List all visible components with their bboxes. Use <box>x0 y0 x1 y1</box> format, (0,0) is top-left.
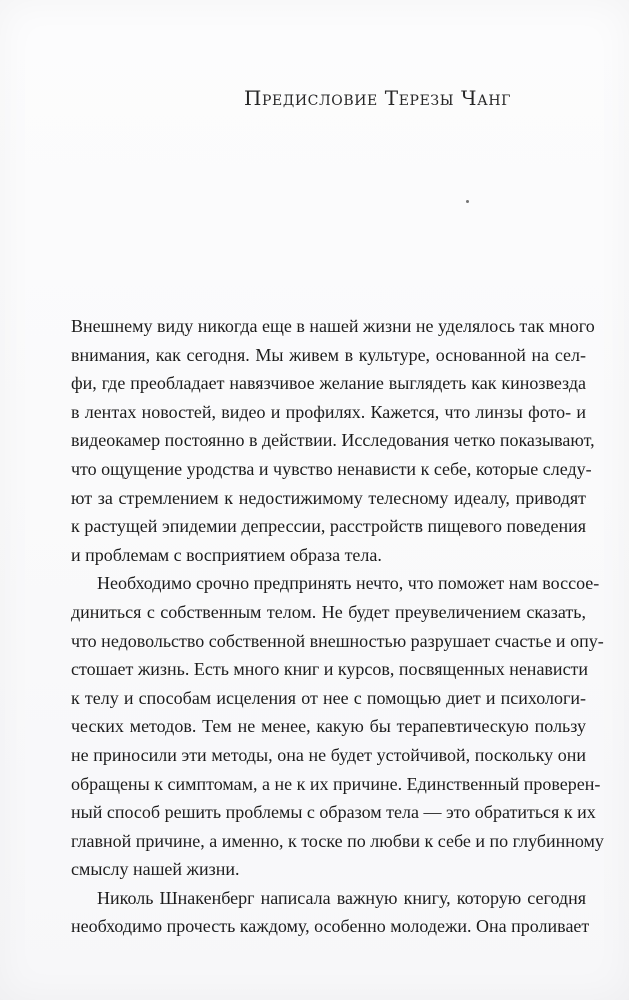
paper-speck <box>466 200 469 203</box>
text-line: ный способ решить проблемы с образом тела — это обратиться к их <box>71 802 596 823</box>
text-line: что ощущение уродства и чувство ненависти к себе, которые следу- <box>71 458 592 479</box>
text-line: фи, где преобладает навязчивое желание выглядеть как кинозвезда <box>71 373 586 394</box>
paragraph-2 <box>71 569 604 884</box>
text-line: диниться с собственным телом. Не будет преувеличением сказать, <box>71 601 586 622</box>
body-text <box>71 312 604 941</box>
text-line: главной причине, а именно, к тоске по любви к себе и по глубинному <box>71 830 604 851</box>
paragraph-1 <box>71 312 595 569</box>
text-line: ческих методов. Тем не менее, какую бы терапевтическую пользу <box>71 716 586 737</box>
text-line: смыслу нашей жизни. <box>71 859 240 880</box>
text-line: видеокамер постоянно в действии. Исследования четко показывают, <box>71 430 595 451</box>
paragraph-3 <box>71 884 590 941</box>
text-line: Необходимо срочно предпринять нечто, что поможет нам воссое- <box>97 573 600 594</box>
text-line: внимания, как сегодня. Мы живем в культуре, основанной на сел- <box>71 344 586 365</box>
text-line: в лентах новостей, видео и профилях. Кажется, что линзы фото- и <box>71 401 586 422</box>
text-line: к телу и способам исцеления от нее с помощью диет и психологи- <box>71 687 586 708</box>
text-line: не приносили эти методы, она не будет устойчивой, поскольку они <box>71 744 586 765</box>
text-line: ют за стремлением к недостижимому телесному идеалу, приводят <box>71 487 586 508</box>
text-line: и проблемам с восприятием образа тела. <box>71 544 382 565</box>
text-line: что недовольство собственной внешностью разрушает счастье и опу- <box>71 630 604 651</box>
chapter-title: Предисловие Терезы Чанг <box>243 86 511 110</box>
text-line: к растущей эпидемии депрессии, расстройств пищевого поведения <box>71 516 586 537</box>
text-line: обращены к симптомам, а не к их причине. Единственный проверен- <box>71 773 601 794</box>
text-line: Николь Шнакенберг написала важную книгу, которую сегодня <box>97 887 586 908</box>
text-line: Внешнему виду никогда еще в нашей жизни не уделялось так много <box>71 316 595 336</box>
text-line: необходимо прочесть каждому, особенно молодежи. Она проливает <box>71 916 590 937</box>
text-line: стошает жизнь. Есть много книг и курсов, посвященных ненависти <box>71 659 589 680</box>
